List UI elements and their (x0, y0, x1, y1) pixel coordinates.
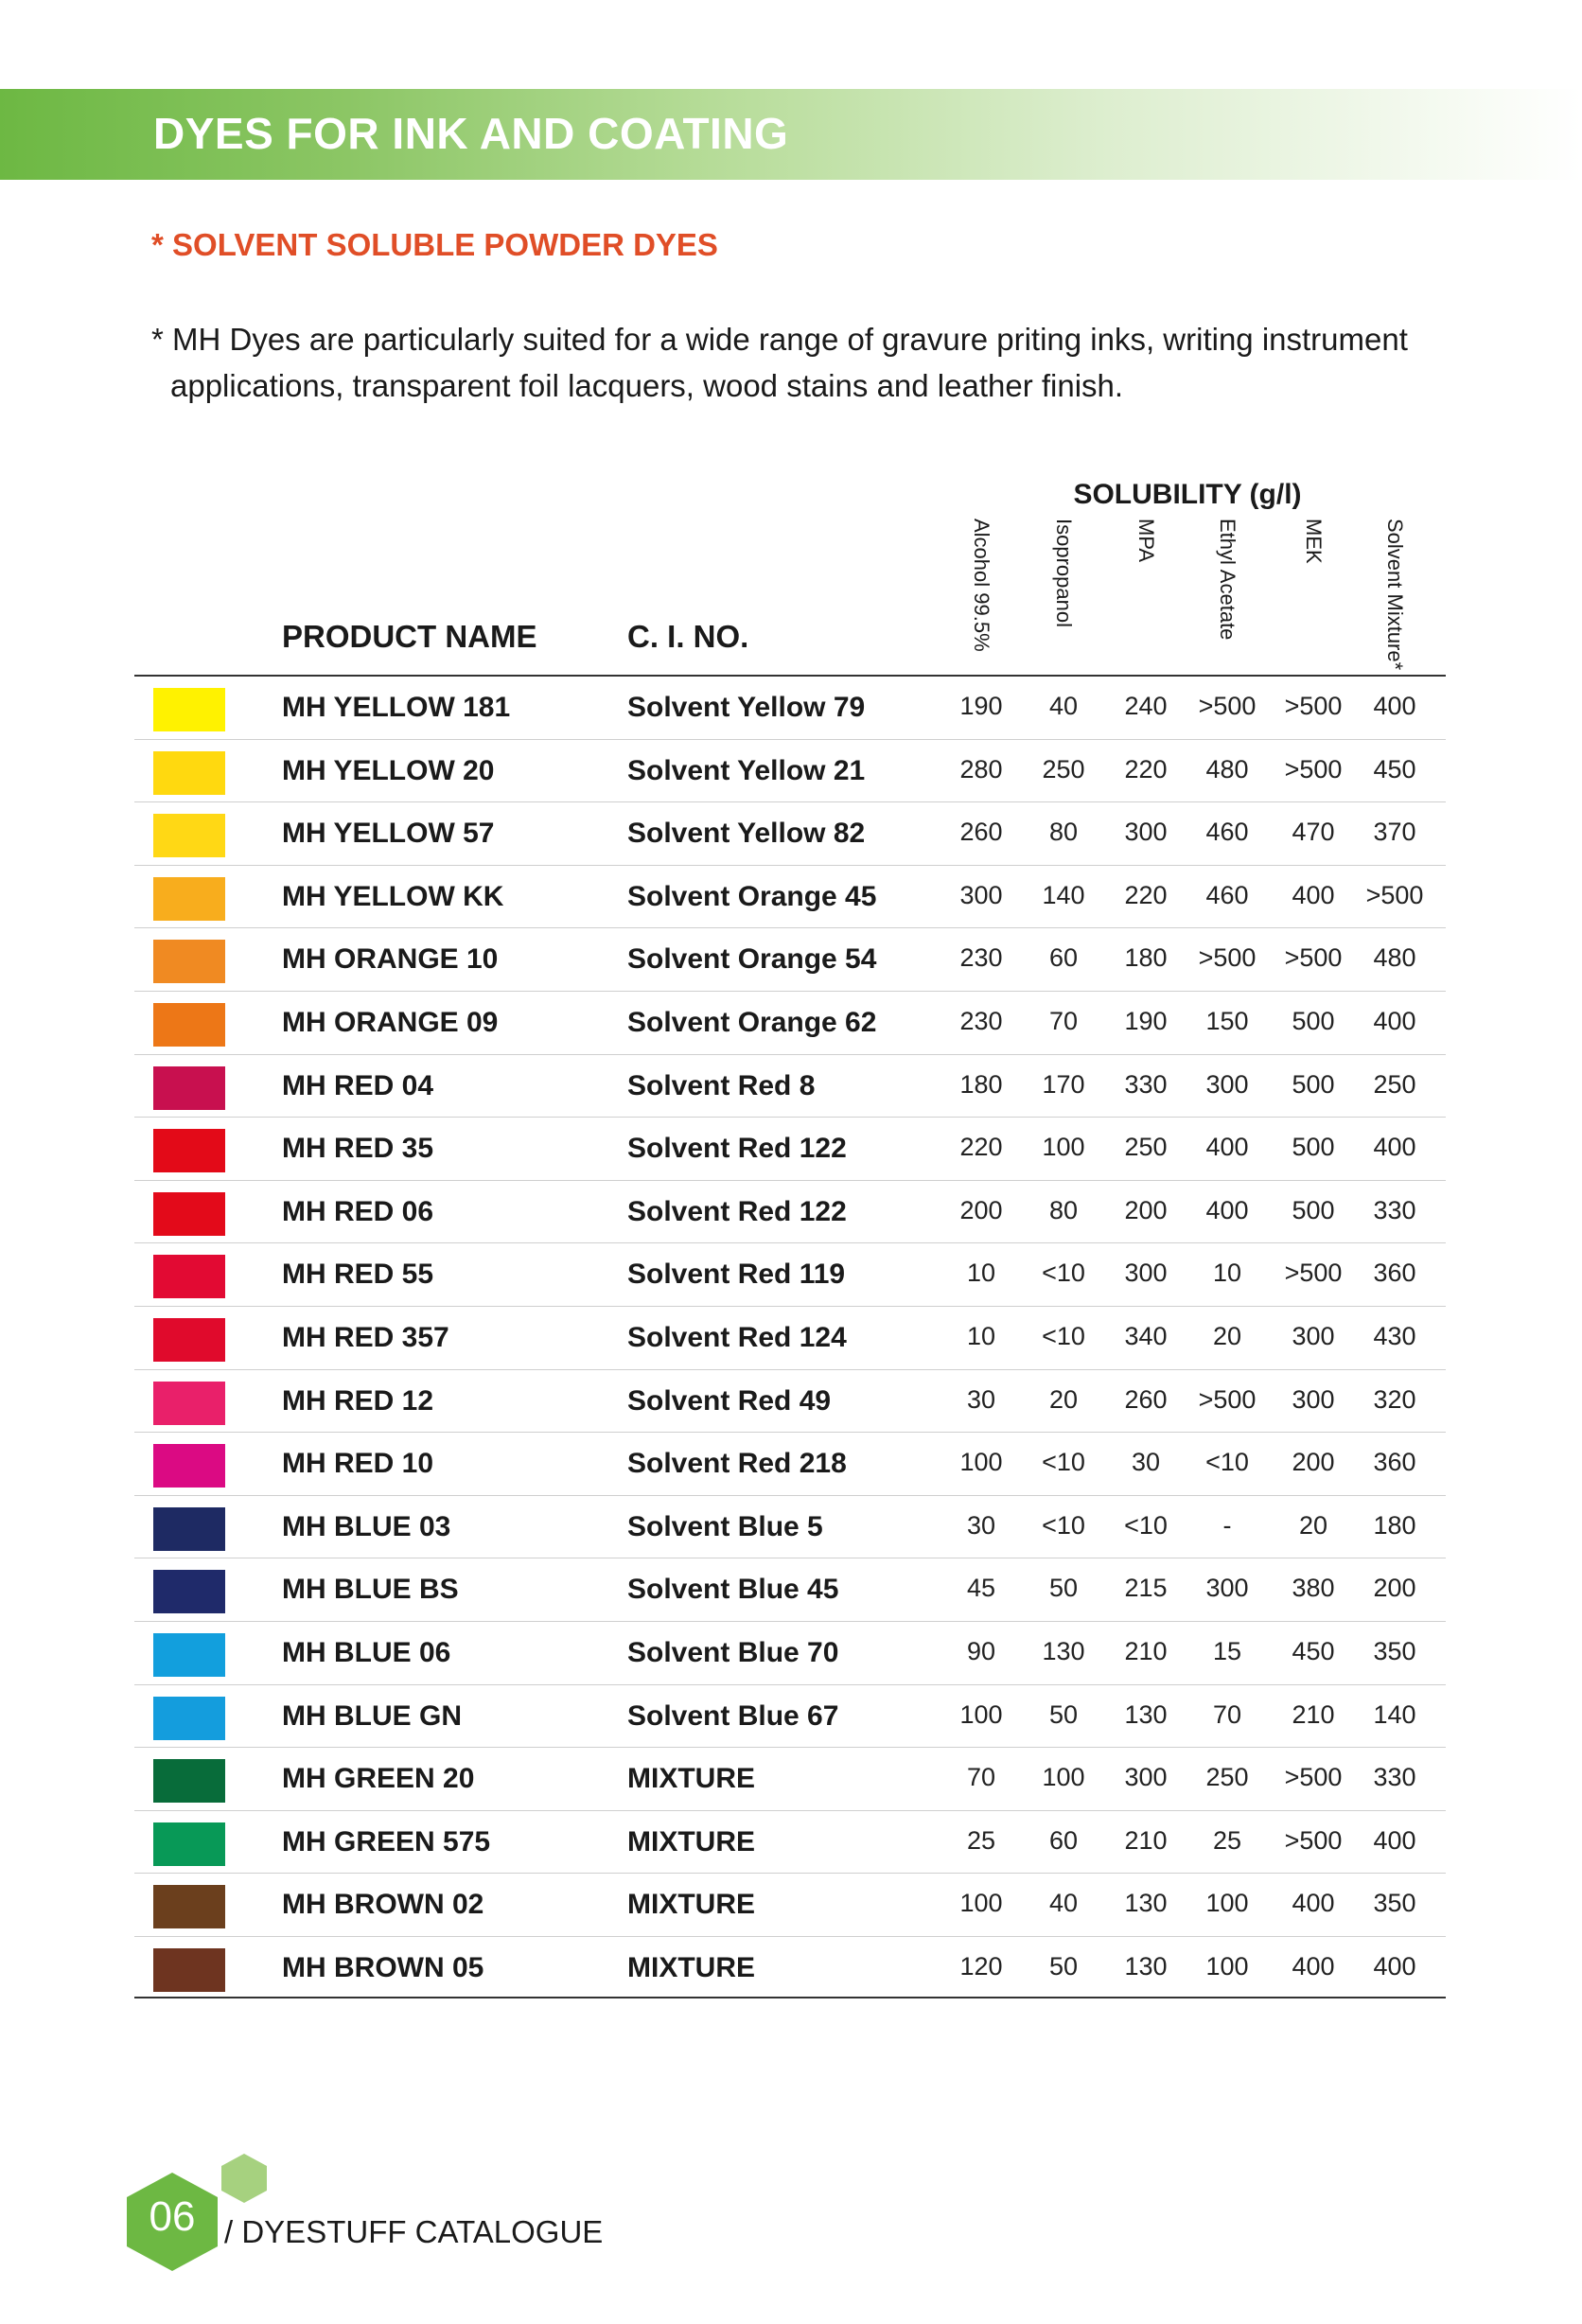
solubility-value: 260 (1124, 1384, 1168, 1414)
color-swatch (153, 1885, 225, 1928)
solubility-value: 220 (1124, 754, 1168, 783)
solubility-value: 30 (966, 1510, 996, 1540)
solubility-value: 320 (1373, 1384, 1416, 1414)
intro-line-1: * MH Dyes are particularly suited for a wide range of gravure priting inks, writing instrument (151, 322, 1408, 357)
solubility-value: 400 (1373, 1006, 1416, 1035)
table-bottom-rule (134, 1997, 1446, 1998)
ci-number: MIXTURE (627, 1763, 755, 1795)
solubility-value: 360 (1373, 1259, 1416, 1288)
product-name: MH ORANGE 10 (282, 943, 499, 976)
solubility-value: 190 (959, 692, 1003, 720)
solubility-value: 20 (1298, 1510, 1328, 1540)
solubility-value: 130 (1124, 1951, 1168, 1981)
color-swatch (153, 1697, 225, 1740)
solubility-value: 20 (1212, 1321, 1242, 1350)
color-swatch (153, 1948, 225, 1992)
ci-number: Solvent Blue 67 (627, 1699, 839, 1732)
table-row (134, 1055, 1446, 1118)
product-name: MH BLUE 03 (282, 1510, 451, 1542)
solubility-value: 100 (1205, 1889, 1249, 1918)
solubility-value: 500 (1292, 1133, 1335, 1162)
solubility-value: 50 (1048, 1699, 1079, 1729)
ci-number: Solvent Yellow 21 (627, 754, 866, 786)
solvent-header-label: Ethyl Acetate (1216, 519, 1239, 641)
solubility-value: 330 (1373, 1763, 1416, 1792)
solubility-value: 450 (1373, 754, 1416, 783)
product-name: MH ORANGE 09 (282, 1006, 499, 1038)
solubility-value: 500 (1292, 1069, 1335, 1099)
solubility-value: 70 (966, 1763, 996, 1792)
product-name: MH GREEN 20 (282, 1763, 475, 1795)
solubility-value: 300 (959, 880, 1003, 909)
product-name: MH BLUE BS (282, 1574, 459, 1606)
solubility-value: 80 (1048, 818, 1079, 847)
color-swatch (153, 940, 225, 983)
product-name: MH YELLOW 57 (282, 818, 495, 850)
solubility-value: 60 (1048, 1825, 1079, 1855)
solubility-value: 400 (1373, 1825, 1416, 1855)
solubility-value: 70 (1212, 1699, 1242, 1729)
solubility-value: <10 (1042, 1448, 1085, 1477)
solubility-value: >500 (1198, 943, 1257, 973)
product-name: MH RED 55 (282, 1259, 434, 1291)
solubility-value: 90 (966, 1636, 996, 1665)
solubility-value: 230 (959, 943, 1003, 973)
solubility-value: 220 (959, 1133, 1003, 1162)
solubility-value: 450 (1292, 1636, 1335, 1665)
solvent-header-label: MEK (1302, 519, 1326, 564)
solubility-value: >500 (1284, 1763, 1343, 1792)
table-row (134, 1370, 1446, 1434)
ci-number: Solvent Orange 45 (627, 880, 877, 912)
solubility-value: 45 (966, 1574, 996, 1603)
color-swatch (153, 877, 225, 921)
solvent-header (965, 519, 997, 670)
solubility-value: 200 (959, 1195, 1003, 1224)
solubility-value: 300 (1205, 1574, 1249, 1603)
page-title: DYES FOR INK AND COATING (153, 109, 789, 158)
ci-no-header: C. I. NO. (627, 619, 749, 654)
solubility-value: 40 (1048, 1889, 1079, 1918)
table-row (134, 1937, 1446, 2000)
solubility-value: 50 (1048, 1951, 1079, 1981)
solubility-value: <10 (1042, 1510, 1085, 1540)
ci-number: MIXTURE (627, 1951, 755, 1983)
hexagon-small-icon (221, 2154, 267, 2203)
solubility-value: 300 (1124, 1259, 1168, 1288)
solubility-value: 480 (1373, 943, 1416, 973)
solubility-value: 330 (1124, 1069, 1168, 1099)
color-swatch (153, 1633, 225, 1677)
solubility-value: >500 (1284, 1825, 1343, 1855)
color-swatch (153, 1066, 225, 1110)
solubility-value: 100 (1042, 1133, 1085, 1162)
color-swatch (153, 1444, 225, 1488)
solvent-header-label: MPA (1134, 519, 1158, 563)
solubility-value: 180 (1124, 943, 1168, 973)
product-name: MH YELLOW KK (282, 880, 504, 912)
ci-number: Solvent Red 49 (627, 1384, 832, 1417)
solubility-value: >500 (1365, 880, 1424, 909)
dye-table (134, 677, 1446, 1999)
solubility-value: <10 (1124, 1510, 1168, 1540)
solubility-value: 400 (1373, 1951, 1416, 1981)
solvent-header (1047, 519, 1080, 670)
ci-number: MIXTURE (627, 1889, 755, 1921)
table-row (134, 677, 1446, 740)
solubility-value: >500 (1284, 754, 1343, 783)
solubility-value: 400 (1205, 1195, 1249, 1224)
solubility-value: >500 (1198, 692, 1257, 720)
intro-paragraph (151, 316, 1457, 409)
color-swatch (153, 1129, 225, 1172)
ci-number: Solvent Red 8 (627, 1069, 816, 1101)
solubility-value: 10 (966, 1259, 996, 1288)
product-name-header: PRODUCT NAME (282, 619, 537, 654)
color-swatch (153, 1759, 225, 1803)
solubility-value: 130 (1124, 1889, 1168, 1918)
table-row (134, 740, 1446, 803)
color-swatch (153, 1003, 225, 1047)
page-number: 06 (149, 2193, 196, 2240)
solubility-value: 430 (1373, 1321, 1416, 1350)
solubility-value: 400 (1292, 1889, 1335, 1918)
table-row (134, 928, 1446, 992)
solubility-value: 30 (966, 1384, 996, 1414)
solubility-value: 70 (1048, 1006, 1079, 1035)
solubility-value: 210 (1292, 1699, 1335, 1729)
section-title: * SOLVENT SOLUBLE POWDER DYES (151, 227, 718, 262)
solubility-value: 25 (1212, 1825, 1242, 1855)
solubility-value: 400 (1205, 1133, 1249, 1162)
solubility-value: 100 (959, 1699, 1003, 1729)
table-row (134, 1811, 1446, 1875)
ci-number: Solvent Yellow 79 (627, 692, 866, 723)
solubility-value: 210 (1124, 1636, 1168, 1665)
solubility-value: 120 (959, 1951, 1003, 1981)
solubility-value: 200 (1124, 1195, 1168, 1224)
solubility-value: 400 (1292, 880, 1335, 909)
product-name: MH RED 10 (282, 1448, 434, 1480)
color-swatch (153, 688, 225, 731)
product-name: MH BROWN 02 (282, 1889, 484, 1921)
solubility-value: 15 (1212, 1636, 1242, 1665)
solubility-value: 200 (1292, 1448, 1335, 1477)
solvent-header (1297, 519, 1329, 670)
solubility-value: 20 (1048, 1384, 1079, 1414)
solubility-value: 460 (1205, 818, 1249, 847)
solubility-value: - (1222, 1510, 1232, 1540)
intro-line-2: applications, transparent foil lacquers, wood stains and leather finish. (170, 368, 1124, 403)
solubility-value: 400 (1373, 1133, 1416, 1162)
solubility-value: 300 (1205, 1069, 1249, 1099)
product-name: MH RED 04 (282, 1069, 434, 1101)
solubility-value: 250 (1373, 1069, 1416, 1099)
solubility-value: 130 (1042, 1636, 1085, 1665)
solubility-value: <10 (1205, 1448, 1249, 1477)
table-row (134, 1181, 1446, 1244)
table-row (134, 1874, 1446, 1937)
ci-number: Solvent Red 124 (627, 1321, 847, 1353)
solubility-value: 60 (1048, 943, 1079, 973)
solubility-value: 330 (1373, 1195, 1416, 1224)
solubility-value: 190 (1124, 1006, 1168, 1035)
solubility-value: 80 (1048, 1195, 1079, 1224)
solubility-value: 100 (1205, 1951, 1249, 1981)
ci-number: Solvent Yellow 82 (627, 818, 866, 850)
table-row (134, 992, 1446, 1055)
solubility-value: 50 (1048, 1574, 1079, 1603)
product-name: MH GREEN 575 (282, 1825, 491, 1857)
solubility-value: 250 (1124, 1133, 1168, 1162)
title-banner (0, 89, 1582, 180)
solubility-value: >500 (1198, 1384, 1257, 1414)
solvent-header (1211, 519, 1243, 670)
table-row (134, 1622, 1446, 1685)
ci-number: Solvent Red 122 (627, 1195, 847, 1227)
solubility-value: <10 (1042, 1259, 1085, 1288)
ci-number: Solvent Orange 54 (627, 943, 877, 976)
solubility-value: 180 (1373, 1510, 1416, 1540)
solubility-value: 280 (959, 754, 1003, 783)
table-row (134, 1496, 1446, 1559)
table-row (134, 1748, 1446, 1811)
solubility-value: 170 (1042, 1069, 1085, 1099)
table-row (134, 1433, 1446, 1496)
solubility-value: 350 (1373, 1889, 1416, 1918)
product-name: MH RED 12 (282, 1384, 434, 1417)
solubility-value: 250 (1042, 754, 1085, 783)
solubility-value: 400 (1292, 1951, 1335, 1981)
solubility-value: 260 (959, 818, 1003, 847)
solubility-value: 140 (1042, 880, 1085, 909)
solubility-value: 500 (1292, 1195, 1335, 1224)
ci-number: Solvent Blue 5 (627, 1510, 823, 1542)
solubility-value: 470 (1292, 818, 1335, 847)
product-name: MH YELLOW 181 (282, 692, 511, 723)
solubility-value: 500 (1292, 1006, 1335, 1035)
solvent-header-label: Solvent Mixture* (1383, 519, 1407, 671)
color-swatch (153, 1570, 225, 1613)
solubility-value: 230 (959, 1006, 1003, 1035)
color-swatch (153, 1255, 225, 1298)
solubility-value: 40 (1048, 692, 1079, 720)
solubility-value: 100 (1042, 1763, 1085, 1792)
product-name: MH BLUE GN (282, 1699, 462, 1732)
solubility-value: 25 (966, 1825, 996, 1855)
table-row (134, 1307, 1446, 1370)
solubility-value: 180 (959, 1069, 1003, 1099)
color-swatch (153, 1192, 225, 1236)
table-row (134, 1243, 1446, 1307)
table-row (134, 802, 1446, 866)
solubility-value: 10 (1212, 1259, 1242, 1288)
solubility-value: 300 (1124, 1763, 1168, 1792)
solubility-value: 460 (1205, 880, 1249, 909)
product-name: MH RED 35 (282, 1133, 434, 1165)
solubility-value: 210 (1124, 1825, 1168, 1855)
ci-number: Solvent Blue 70 (627, 1636, 839, 1668)
table-row (134, 866, 1446, 929)
solubility-value: 480 (1205, 754, 1249, 783)
ci-number: Solvent Red 122 (627, 1133, 847, 1165)
solubility-value: 200 (1373, 1574, 1416, 1603)
solubility-value: 140 (1373, 1699, 1416, 1729)
color-swatch (153, 751, 225, 795)
product-name: MH RED 357 (282, 1321, 449, 1353)
solubility-value: 30 (1131, 1448, 1161, 1477)
color-swatch (153, 1822, 225, 1866)
product-name: MH BLUE 06 (282, 1636, 451, 1668)
solubility-value: 300 (1124, 818, 1168, 847)
solubility-value: 215 (1124, 1574, 1168, 1603)
solubility-value: 100 (959, 1889, 1003, 1918)
product-name: MH RED 06 (282, 1195, 434, 1227)
color-swatch (153, 1318, 225, 1362)
solubility-value: >500 (1284, 943, 1343, 973)
solubility-value: 380 (1292, 1574, 1335, 1603)
table-row (134, 1118, 1446, 1181)
table-row (134, 1558, 1446, 1622)
solubility-value: 150 (1205, 1006, 1249, 1035)
solubility-value: 100 (959, 1448, 1003, 1477)
solubility-value: 250 (1205, 1763, 1249, 1792)
solubility-value: 340 (1124, 1321, 1168, 1350)
color-swatch (153, 814, 225, 857)
solubility-value: >500 (1284, 1259, 1343, 1288)
color-swatch (153, 1382, 225, 1425)
solubility-value: 300 (1292, 1384, 1335, 1414)
solubility-title: SOLUBILITY (g/l) (1073, 479, 1302, 510)
solubility-value: <10 (1042, 1321, 1085, 1350)
product-name: MH YELLOW 20 (282, 754, 495, 786)
ci-number: Solvent Red 119 (627, 1259, 846, 1291)
ci-number: Solvent Blue 45 (627, 1574, 839, 1606)
solvent-header-label: Alcohol 99.5% (970, 519, 993, 652)
ci-number: Solvent Red 218 (627, 1448, 847, 1480)
color-swatch (153, 1507, 225, 1551)
solubility-value: 300 (1292, 1321, 1335, 1350)
solubility-value: 400 (1373, 692, 1416, 720)
catalogue-label: / DYESTUFF CATALOGUE (224, 2214, 604, 2249)
solvent-header (1130, 519, 1162, 670)
solubility-value: 220 (1124, 880, 1168, 909)
solubility-value: 350 (1373, 1636, 1416, 1665)
solubility-value: 10 (966, 1321, 996, 1350)
solubility-value: 360 (1373, 1448, 1416, 1477)
solubility-value: 240 (1124, 692, 1168, 720)
solvent-header (1379, 519, 1411, 670)
ci-number: MIXTURE (627, 1825, 755, 1857)
solvent-header-label: Isopropanol (1052, 519, 1076, 627)
solubility-value: 370 (1373, 818, 1416, 847)
solubility-value: 130 (1124, 1699, 1168, 1729)
product-name: MH BROWN 05 (282, 1951, 484, 1983)
table-row (134, 1685, 1446, 1749)
solubility-value: >500 (1284, 692, 1343, 720)
ci-number: Solvent Orange 62 (627, 1006, 877, 1038)
